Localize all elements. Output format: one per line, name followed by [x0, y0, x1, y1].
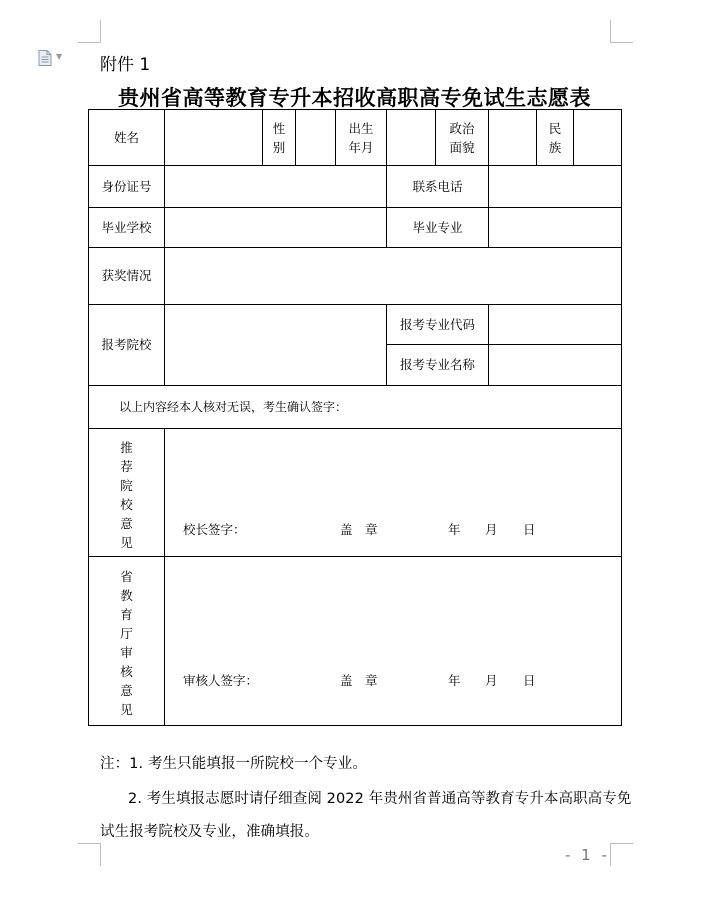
seal-label: 盖 章 [340, 673, 378, 688]
phone-field[interactable] [489, 166, 622, 208]
page-number: - 1 - [565, 846, 610, 864]
province-label: 省 教 育 厅 审 核 意 见 [89, 557, 165, 726]
school-label: 毕业学校 [89, 208, 165, 248]
applied-school-field[interactable] [165, 305, 387, 386]
name-label: 姓名 [89, 110, 165, 166]
major-code-label: 报考专业代码 [387, 305, 489, 345]
recommend-signature-line [183, 521, 621, 539]
name-field[interactable] [165, 110, 263, 166]
gender-label: 性 别 [263, 110, 296, 166]
major-name-label: 报考专业名称 [387, 345, 489, 386]
month-label: 月 [485, 522, 498, 537]
note-line-1: 注：1. 考生只能填报一所院校一个专业。 [100, 756, 367, 772]
political-field[interactable] [489, 110, 537, 166]
id-label: 身份证号 [89, 166, 165, 208]
corner-mark-bottom-left [78, 843, 101, 866]
year-label: 年 [448, 673, 461, 688]
page-title: 贵州省高等教育专升本招收高职高专免试生志愿表 [118, 85, 591, 110]
day-label: 日 [523, 522, 536, 537]
phone-label: 联系电话 [387, 166, 489, 208]
day-label: 日 [523, 673, 536, 688]
reviewer-signature-label: 审核人签字： [183, 673, 259, 688]
political-label: 政治 面貌 [436, 110, 489, 166]
note-line-2: 2. 考生填报志愿时请仔细查阅 2022 年贵州省普通高等教育专升本高职高专免 [128, 791, 632, 807]
note-line-3: 试生报考院校及专业，准确填报。 [100, 824, 319, 840]
awards-label: 获奖情况 [89, 248, 165, 305]
major-field[interactable] [489, 208, 622, 248]
document-icon[interactable] [38, 50, 52, 66]
major-name-field[interactable] [489, 345, 622, 386]
corner-mark-top-right [610, 20, 633, 43]
major-label: 毕业专业 [387, 208, 489, 248]
confirm-statement[interactable]: 以上内容经本人核对无误，考生确认签字： [89, 386, 622, 429]
province-signature-line [183, 672, 621, 690]
applied-school-label: 报考院校 [89, 305, 165, 386]
id-field[interactable] [165, 166, 387, 208]
month-label: 月 [485, 673, 498, 688]
corner-mark-top-left [78, 20, 101, 43]
ethnicity-field[interactable] [574, 110, 622, 166]
birth-field[interactable] [387, 110, 436, 166]
application-form-table [88, 109, 622, 726]
principal-signature-label: 校长签字： [183, 522, 246, 537]
dropdown-caret-icon[interactable]: ▼ [56, 52, 63, 61]
gender-field[interactable] [296, 110, 336, 166]
school-field[interactable] [165, 208, 387, 248]
ethnicity-label: 民 族 [537, 110, 574, 166]
year-label: 年 [448, 522, 461, 537]
seal-label: 盖 章 [340, 522, 378, 537]
corner-mark-bottom-right [610, 843, 633, 866]
awards-field[interactable] [165, 248, 622, 305]
attachment-label: 附件 1 [100, 55, 151, 75]
province-opinion-area[interactable] [165, 557, 622, 726]
major-code-field[interactable] [489, 305, 622, 345]
birth-label: 出生 年月 [336, 110, 387, 166]
recommend-label: 推 荐 院 校 意 见 [89, 429, 165, 557]
recommend-opinion-area[interactable] [165, 429, 622, 557]
